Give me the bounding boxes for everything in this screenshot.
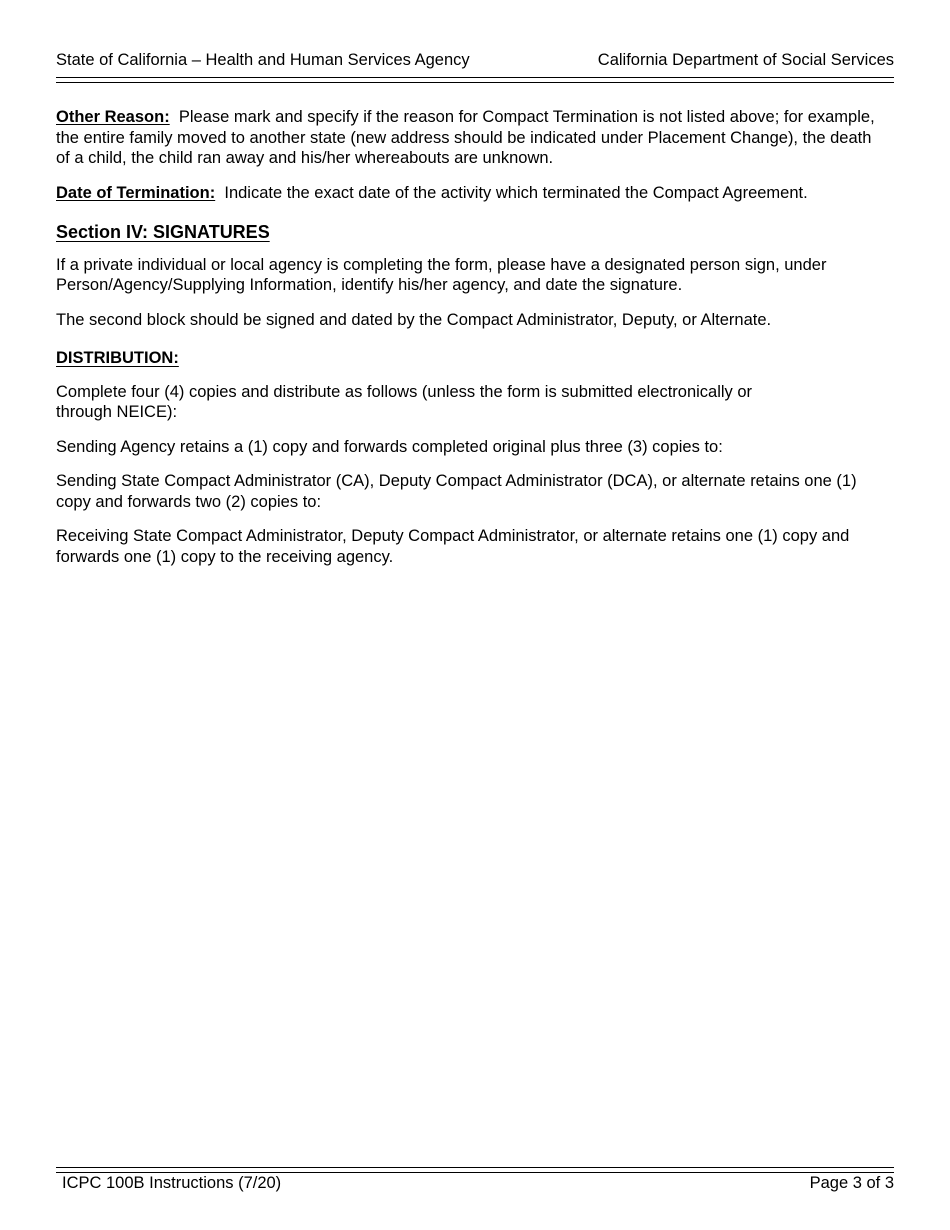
- footer-divider: [56, 1167, 894, 1173]
- distribution-paragraph-1: Complete four (4) copies and distribute as follows (unless the form is submitted electronically or through NEICE):: [56, 382, 753, 421]
- date-of-termination-label: Date of Termination:: [56, 183, 216, 202]
- form-id: ICPC 100B Instructions (7/20): [62, 1174, 282, 1192]
- distribution-paragraph-3: Sending State Compact Administrator (CA), Deputy Compact Administrator (DCA), or alternate retains one (1) copy and forwards two (2) copies to:: [56, 472, 857, 511]
- other-reason-text: Please mark and specify if the reason for Compact Termination is not listed above; for example, the entire family moved to another state (new address should be indicated under Placement Change), the death of a child, the child ran away and his/her whereabouts are unknown.: [56, 108, 875, 167]
- other-reason-paragraph: [56, 107, 884, 169]
- section-iv-title: Section IV: SIGNATURES: [56, 222, 270, 242]
- distribution-paragraph-2: Sending Agency retains a (1) copy and forwards completed original plus three (3) copies to:: [56, 437, 723, 456]
- distribution-paragraph-4: Receiving State Compact Administrator, Deputy Compact Administrator, or alternate retains one (1) copy and forwards one (1) copy to the receiving agency.: [56, 527, 850, 566]
- signatures-paragraph-1: If a private individual or local agency is completing the form, please have a designated person sign, under Person/Agency/Supplying Information, identify his/her agency, and date the signature.: [56, 255, 827, 294]
- signatures-paragraph-2: The second block should be signed and dated by the Compact Administrator, Deputy, or Alternate.: [56, 310, 772, 329]
- other-reason-label: Other Reason:: [56, 108, 170, 126]
- date-of-termination-text: Indicate the exact date of the activity which terminated the Compact Agreement.: [224, 183, 808, 202]
- header-divider: [56, 77, 894, 83]
- document-body: [56, 107, 894, 581]
- page-header: [56, 51, 894, 73]
- header-department: California Department of Social Services: [597, 51, 894, 69]
- distribution-title: DISTRIBUTION:: [56, 349, 179, 367]
- date-of-termination-paragraph: [56, 183, 894, 204]
- page-number: Page 3 of 3: [809, 1174, 894, 1192]
- header-agency: State of California – Health and Human Services Agency: [56, 51, 470, 69]
